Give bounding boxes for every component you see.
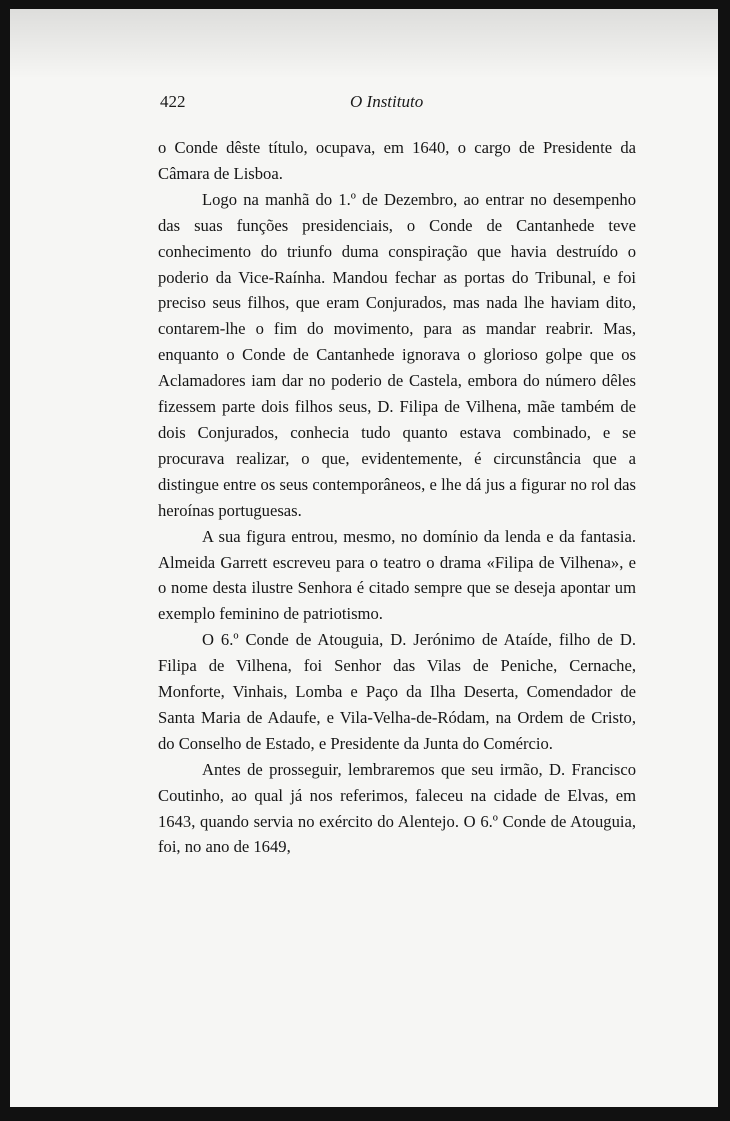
book-page bbox=[10, 9, 718, 1107]
body-text bbox=[158, 135, 636, 860]
running-head bbox=[160, 92, 460, 116]
paragraph-2: Logo na manhã do 1.º de Dezembro, ao entrar no desempenho das suas funções presidenciais, o Conde de Cantanhede teve conhecimento do triunfo duma conspiração que havia destruído o poderio da Vice-Raínha. Mandou fechar as portas do Tribunal, e foi preciso seus filhos, que eram Conjurados, mas nada lhe haviam dito, contarem-lhe o fim do movimento, para as mandar reabrir. Mas, enquanto o Conde de Cantanhede ignorava o glorioso golpe que os Aclamadores iam dar no poderio de Castela, embora do número dêles fizessem parte dois filhos seus, D. Filipa de Vilhena, mãe também de dois Conjurados, conhecia tudo quanto estava combinado, e se procurava realizar, o que, evidentemente, é circunstância que a distingue entre os seus contemporâneos, e lhe dá jus a figurar no rol das heroínas portuguesas. bbox=[158, 189, 636, 520]
paragraph-1: o Conde dêste título, ocupava, em 1640, o cargo de Presidente da Câmara de Lisboa. bbox=[158, 138, 636, 183]
paragraph-5: Antes de prosseguir, lembraremos que seu irmão, D. Francisco Coutinho, ao qual já nos referimos, faleceu na cidade de Elvas, em 1643, quando servia no exército do Alentejo. O 6.º Conde de Atouguia, foi, no ano de 1649, bbox=[158, 759, 636, 857]
page-number: 422 bbox=[160, 92, 186, 111]
page-top-shadow bbox=[10, 9, 718, 79]
running-title: O Instituto bbox=[350, 92, 424, 111]
paragraph-3: A sua figura entrou, mesmo, no domínio da lenda e da fantasia. Almeida Garrett escreveu para o teatro o drama «Filipa de Vilhena», e o nome desta ilustre Senhora é citado sempre que se deseja apontar um exemplo feminino de patriotismo. bbox=[158, 526, 636, 624]
paragraph-4: O 6.º Conde de Atouguia, D. Jerónimo de Ataíde, filho de D. Filipa de Vilhena, foi Senhor das Vilas de Peniche, Cernache, Monforte, Vinhais, Lomba e Paço da Ilha Deserta, Comendador de Santa Maria de Adaufe, e Vila-Velha-de-Ródam, na Ordem de Cristo, do Conselho de Estado, e Presidente da Junta do Comércio. bbox=[158, 630, 636, 753]
